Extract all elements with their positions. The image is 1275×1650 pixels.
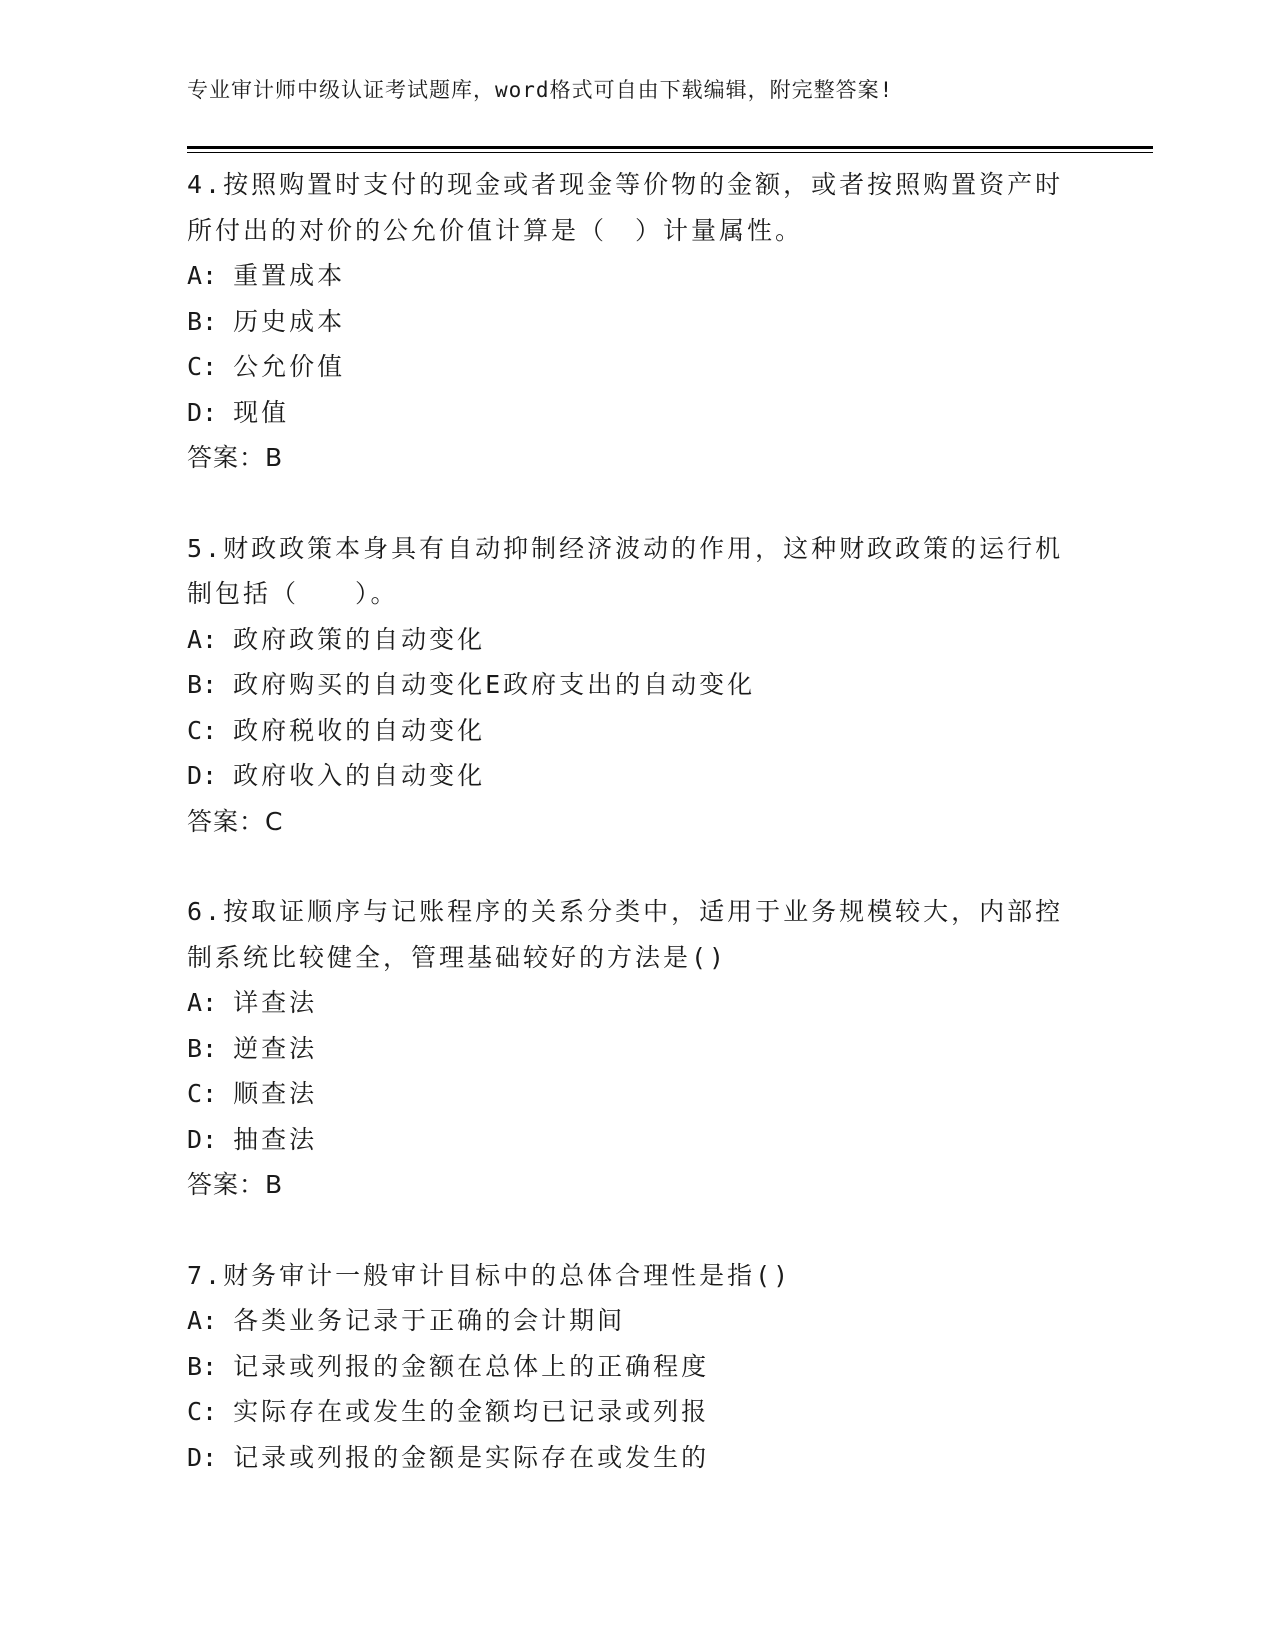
option-text: 顺查法 [233, 1079, 318, 1108]
question-stem: 7.财务审计一般审计目标中的总体合理性是指() [187, 1260, 792, 1290]
option-text: 实际存在或发生的金额均已记录或列报 [233, 1397, 710, 1426]
option-c [187, 1071, 1067, 1117]
option-letter: C: [187, 1079, 218, 1108]
option-b [187, 299, 1067, 345]
option-text: 历史成本 [233, 306, 346, 336]
option-letter: B: [187, 670, 218, 699]
option-text: 各类业务记录于正确的会计期间 [233, 1306, 626, 1335]
option-a [187, 980, 1067, 1026]
option-text: 逆查法 [233, 1033, 318, 1063]
question-stem: 4.按照购置时支付的现金或者现金等价物的金额，或者按照购置资产时所付出的对价的公允价值计算是（ ）计量属性。 [187, 170, 1064, 245]
header-divider-thin [187, 152, 1153, 153]
header-divider-thick [187, 146, 1153, 149]
answer-line: 答案：B [187, 443, 284, 472]
option-c [187, 708, 1067, 754]
option-letter: C: [187, 352, 218, 381]
question-stem: 5.财政政策本身具有自动抑制经济波动的作用，这种财政政策的运行机制包括（ ）。 [187, 533, 1064, 608]
option-letter: B: [187, 1033, 218, 1063]
option-letter: D: [187, 1124, 218, 1154]
option-letter: D: [187, 1442, 218, 1472]
option-b [187, 1344, 1067, 1390]
option-b [187, 1026, 1067, 1072]
option-text: 政府收入的自动变化 [233, 761, 486, 790]
option-text: 现值 [233, 397, 290, 427]
option-letter: D: [187, 397, 218, 427]
question-6 [187, 889, 1067, 1208]
option-text: 公允价值 [233, 352, 346, 381]
option-a [187, 253, 1067, 299]
option-letter: B: [187, 306, 218, 336]
option-text: 政府税收的自动变化 [233, 715, 486, 745]
option-letter: A: [187, 624, 218, 654]
option-text: 政府政策的自动变化 [233, 624, 486, 654]
option-a [187, 1298, 1067, 1344]
option-text: 记录或列报的金额在总体上的正确程度 [233, 1351, 710, 1381]
option-text: 抽查法 [233, 1124, 318, 1154]
option-b [187, 662, 1067, 708]
option-text: 政府购买的自动变化E政府支出的自动变化 [233, 670, 756, 699]
option-letter: A: [187, 988, 218, 1017]
option-c [187, 1389, 1067, 1435]
option-letter: B: [187, 1351, 218, 1381]
question-stem: 6.按取证顺序与记账程序的关系分类中，适用于业务规模较大，内部控制系统比较健全，管理基础较好的方法是() [187, 897, 1064, 972]
option-letter: A: [187, 1306, 218, 1335]
option-text: 详查法 [233, 988, 318, 1017]
answer-line: 答案：C [187, 806, 284, 836]
option-letter: A: [187, 261, 218, 290]
option-letter: C: [187, 715, 218, 745]
question-7 [187, 1253, 1067, 1481]
option-letter: D: [187, 761, 218, 790]
option-d [187, 390, 1067, 436]
option-d [187, 1435, 1067, 1481]
question-4 [187, 162, 1067, 481]
option-d [187, 753, 1067, 799]
answer-line: 答案：B [187, 1170, 284, 1199]
option-text: 重置成本 [233, 261, 346, 290]
option-d [187, 1117, 1067, 1163]
option-a [187, 617, 1067, 663]
option-text: 记录或列报的金额是实际存在或发生的 [233, 1442, 710, 1472]
document-header: 专业审计师中级认证考试题库，word格式可自由下载编辑，附完整答案! [187, 78, 894, 102]
question-5 [187, 526, 1067, 845]
question-list [187, 162, 1067, 1525]
option-c [187, 344, 1067, 390]
option-letter: C: [187, 1397, 218, 1426]
